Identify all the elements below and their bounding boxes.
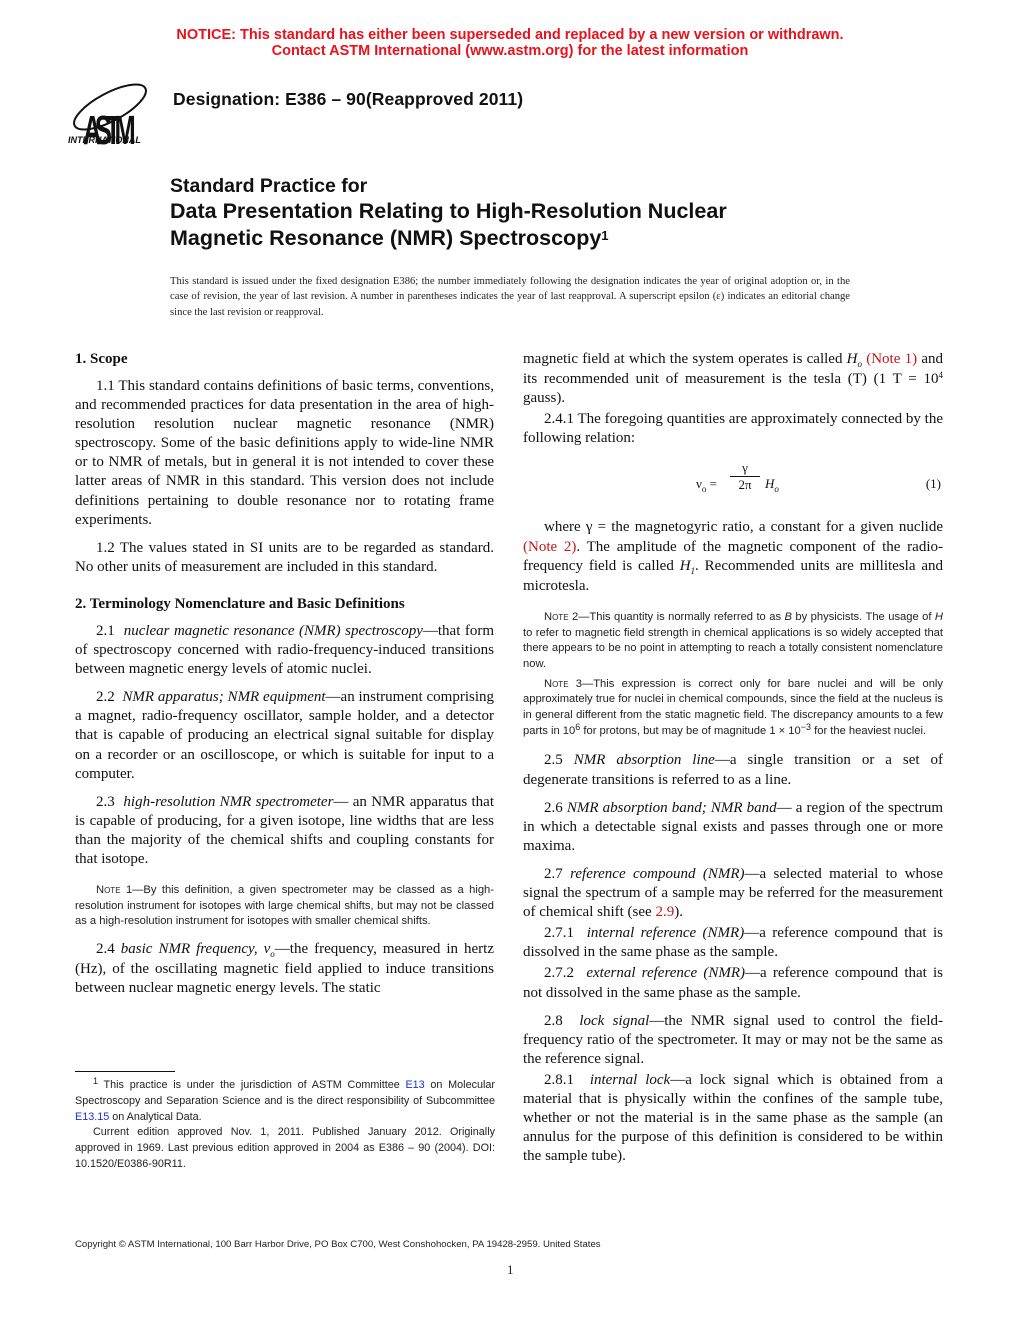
defined-term: internal reference (NMR) bbox=[586, 925, 745, 942]
definition-text: —a reference compound that is dissolved in the same phase as the sample. bbox=[523, 925, 943, 961]
paragraph-2-7-1 bbox=[523, 924, 943, 962]
left-column bbox=[75, 350, 494, 1007]
paragraph-2-5 bbox=[523, 751, 943, 789]
title-line-2: Data Presentation Relating to High-Resolution Nuclear bbox=[170, 199, 727, 223]
definition-text: —that form of spectroscopy concerned with radio-frequency-induced transitions between magnetic energy levels of atomic nuclei. bbox=[75, 622, 494, 678]
defined-term: NMR apparatus; NMR equipment bbox=[122, 689, 326, 706]
paragraph-1-1: 1.1 This standard contains definitions of basic terms, conventions, and recommended practices for data presentation in the area of high-resolution resolution nuclear magnetic resonance (NMR) spectroscopy. Some of the basic definitions apply to wide-line NMR or to NMR of metals, but in general it is not intended to cover these latter areas of NMR in this standard. This version does not include definitions pertaining to double resonance nor to rotating frame experiments. bbox=[75, 378, 494, 528]
equation-1 bbox=[523, 460, 943, 504]
section-2-heading: 2. Terminology Nomenclature and Basic Definitions bbox=[75, 595, 405, 612]
section-1-heading: 1. Scope bbox=[75, 351, 128, 367]
paragraph-1-2: 1.2 The values stated in SI units are to be regarded as standard. No other units of measurement are included in this standard. bbox=[75, 539, 494, 575]
defined-term: high-resolution NMR spectrometer bbox=[123, 793, 334, 810]
notice-line-2: Contact ASTM International (www.astm.org) for the latest information bbox=[271, 43, 749, 59]
title-line-1: Standard Practice for bbox=[170, 175, 368, 197]
footnote-1 bbox=[75, 1078, 495, 1125]
clause-number: 2.8.1 bbox=[544, 1071, 574, 1088]
numerator: γ bbox=[730, 460, 760, 477]
clause-number: 2.4 bbox=[96, 941, 115, 958]
withdrawal-notice bbox=[0, 27, 1020, 59]
subcommittee-e13-15-link[interactable]: E13.15 bbox=[75, 1110, 110, 1123]
symbol: H bbox=[846, 351, 858, 367]
superscript: 4 bbox=[938, 370, 943, 381]
footnote-edition: Current edition approved Nov. 1, 2011. Published January 2012. Originally approved in 1969. Last previous edition approved in 2004 as E386 – 90 (2004). DOI: 10.1520/E0386-90R11. bbox=[75, 1126, 495, 1170]
clause-number: 2.7 bbox=[544, 865, 563, 882]
text: on Molecular Spectroscopy and Separation Science and is the direct responsibility of Subcommittee bbox=[75, 1079, 495, 1107]
note-label: Note 3 bbox=[544, 677, 583, 690]
text: and its recommended unit of measurement is the tesla (T) (1 T = 10 bbox=[523, 351, 943, 388]
symbol: H bbox=[934, 610, 944, 623]
subscript: o bbox=[857, 359, 863, 369]
paragraph-2-2 bbox=[75, 688, 494, 783]
defined-term: NMR absorption line bbox=[573, 752, 715, 769]
clause-number: 2.6 bbox=[544, 799, 563, 816]
symbol: H bbox=[679, 557, 691, 574]
superscript: −3 bbox=[800, 721, 811, 732]
text: ). bbox=[674, 904, 683, 921]
paragraph-2-8-1 bbox=[523, 1071, 943, 1166]
text: where γ = the magnetogyric ratio, a constant for a given nuclide bbox=[544, 519, 943, 536]
page-number: 1 bbox=[507, 1262, 514, 1277]
note-text: —This quantity is normally referred to as bbox=[578, 610, 785, 623]
subscript: 1 bbox=[690, 565, 696, 576]
definition-text: —a lock signal which is obtained from a material that is physically within the confines of the sample tube, whether or not the material is in the same phase as the sample (an annulus for the purpose of this definition is considered to be within the sample tube). bbox=[523, 1071, 943, 1165]
definition-text: —a reference compound that is not dissolved in the same phase as the sample. bbox=[523, 965, 943, 1001]
issued-statement: This standard is issued under the fixed designation E386; the number immediately following the designation indicates the year of original adoption or, in the case of revision, the year of last revision. A number in parentheses indicates the year of last reapproval. A superscript epsilon (ε) indicates an editorial change since the last revision or reapproval. bbox=[170, 276, 850, 318]
astm-logo-icon bbox=[66, 74, 162, 146]
paragraph-2-1 bbox=[75, 622, 494, 679]
note-2 bbox=[523, 610, 943, 673]
text: . The amplitude of the magnetic component of the radio-frequency field is called bbox=[523, 538, 943, 574]
paragraph-2-4 bbox=[75, 940, 494, 998]
clause-number: 2.5 bbox=[544, 752, 563, 769]
text: gauss). bbox=[523, 390, 566, 407]
note-label: Note 2 bbox=[544, 610, 579, 623]
title-footnote-mark[interactable]: 1 bbox=[601, 228, 609, 243]
paragraph-2-4-continued bbox=[523, 350, 943, 408]
denominator: 2π bbox=[738, 477, 752, 493]
committee-e13-link[interactable]: E13 bbox=[405, 1079, 425, 1091]
clause-number: 2.7.2 bbox=[544, 965, 574, 982]
defined-term: nuclear magnetic resonance (NMR) spectroscopy bbox=[123, 622, 423, 639]
note-label: Note 1 bbox=[96, 884, 133, 897]
footnotes bbox=[75, 1078, 495, 1173]
definition-text: —the NMR signal used to control the field-frequency ratio of the spectrometer. It may or may not be the same as the reference signal. bbox=[523, 1012, 943, 1067]
section-2-9-link[interactable]: 2.9 bbox=[655, 904, 675, 921]
copyright-line: Copyright © ASTM International, 100 Barr Harbor Drive, PO Box C700, West Conshohocken, PA 19428-2959. United States bbox=[75, 1239, 601, 1250]
note-1 bbox=[75, 883, 494, 930]
equation-rhs bbox=[765, 474, 779, 495]
clause-number: 2.3 bbox=[96, 793, 115, 810]
defined-term: lock signal bbox=[579, 1012, 650, 1029]
paragraph-2-3 bbox=[75, 793, 494, 869]
clause-number: 2.7.1 bbox=[544, 925, 574, 942]
footnote-divider bbox=[75, 1071, 175, 1072]
paragraph-2-8 bbox=[523, 1012, 943, 1069]
superscript: 6 bbox=[575, 721, 581, 732]
definition-text: — a region of the spectrum in which a detectable signal exists and passes through one or more maxima. bbox=[523, 799, 944, 854]
definition-text: —the frequency, measured in hertz (Hz), of the oscillating magnetic field applied to induce transitions between nuclear magnetic energy levels. The static bbox=[75, 941, 495, 997]
paragraph-2-7 bbox=[523, 865, 943, 922]
note-2-link[interactable]: (Note 2) bbox=[523, 538, 577, 555]
note-text: for the heaviest nuclei. bbox=[811, 724, 927, 737]
text: magnetic field at which the system operates is called bbox=[523, 351, 847, 367]
symbol: B bbox=[784, 610, 792, 623]
equation-number: (1) bbox=[925, 476, 941, 492]
paragraph-2-6 bbox=[523, 799, 943, 856]
designation: Designation: E386 – 90(Reapproved 2011) bbox=[173, 89, 524, 109]
symbol: H bbox=[765, 476, 775, 492]
subscript: o bbox=[270, 949, 275, 960]
equals-sign: = bbox=[709, 476, 717, 492]
equation-fraction bbox=[730, 460, 760, 493]
clause-number: 2.1 bbox=[96, 622, 115, 639]
note-3 bbox=[523, 677, 943, 740]
defined-term: NMR absorption band; NMR band bbox=[566, 799, 777, 816]
right-column bbox=[523, 350, 943, 1175]
astm-logo bbox=[66, 74, 162, 146]
nu-symbol: ν bbox=[696, 476, 702, 492]
subscript: o bbox=[701, 484, 707, 495]
note-1-link[interactable]: (Note 1) bbox=[866, 351, 918, 367]
defined-term: internal lock bbox=[589, 1071, 671, 1088]
svg-text:ASTM: ASTM bbox=[83, 108, 136, 146]
note-text: for protons, but may be of magnitude 1 × 10 bbox=[580, 724, 801, 737]
text: . Recommended units are millitesla and microtesla. bbox=[523, 557, 944, 594]
clause-number: 2.8 bbox=[544, 1012, 563, 1029]
document-title bbox=[170, 174, 727, 252]
note-text: —By this definition, a given spectrometer may be classed as a high-resolution instrument for isotopes with large chemical shifts, but may not be classed as a high-resolution instrument for isotopes with smaller chemical shifts. bbox=[75, 884, 494, 928]
paragraph-2-4-1: 2.4.1 The foregoing quantities are approximately connected by the following relation: bbox=[523, 411, 943, 447]
note-text: by physicists. The usage of bbox=[791, 610, 935, 623]
definition-text: —a single transition or a set of degenerate transitions is referred to as a line. bbox=[523, 752, 944, 788]
text: on Analytical Data. bbox=[109, 1110, 202, 1123]
definition-text: —a selected material to whose signal the spectrum of a sample may be referred for the measurement of chemical shift (see bbox=[523, 865, 943, 921]
equation-lhs bbox=[696, 474, 717, 495]
svg-text:INTERNATIONAL: INTERNATIONAL bbox=[68, 135, 141, 145]
defined-term: external reference (NMR) bbox=[586, 965, 746, 982]
notice-line-1: NOTICE: This standard has either been superseded and replaced by a new version or withdrawn. bbox=[176, 27, 844, 43]
defined-term: reference compound (NMR) bbox=[570, 865, 745, 882]
definition-text: —an instrument comprising a magnet, radio-frequency oscillator, sample holder, and a detector that is capable of producing an electrical signal suitable for display on a recorder or an oscilloscope, or which is suitable for input to a computer. bbox=[75, 689, 494, 782]
paragraph-2-7-2 bbox=[523, 964, 943, 1002]
definition-text: — an NMR apparatus that is capable of producing, for a given isotope, line widths that are less than the majority of the chemical shifts and coupling constants for that isotope. bbox=[75, 793, 495, 867]
text: This practice is under the jurisdiction of ASTM Committee bbox=[98, 1079, 406, 1091]
defined-term: basic NMR frequency, ν bbox=[120, 941, 271, 958]
footnote-mark: 1 bbox=[93, 1076, 99, 1086]
title-line-3-text: Magnetic Resonance (NMR) Spectroscopy bbox=[170, 226, 602, 250]
clause-number: 2.2 bbox=[96, 689, 115, 706]
title-line-3 bbox=[170, 225, 727, 252]
note-text: to refer to magnetic field strength in chemical applications is so widely accepted that there appears to be no point in attempting to reach a totally consistent nomenclature now. bbox=[523, 626, 943, 670]
subscript: o bbox=[774, 484, 779, 495]
paragraph-where bbox=[523, 518, 943, 595]
note-text: —This expression is correct only for bare nuclei and will be only approximately true for nuclei in chemical compounds, since the field at the nucleus is in general different from the static magnetic field. The discrepancy amounts to a few parts in 10 bbox=[523, 677, 943, 737]
